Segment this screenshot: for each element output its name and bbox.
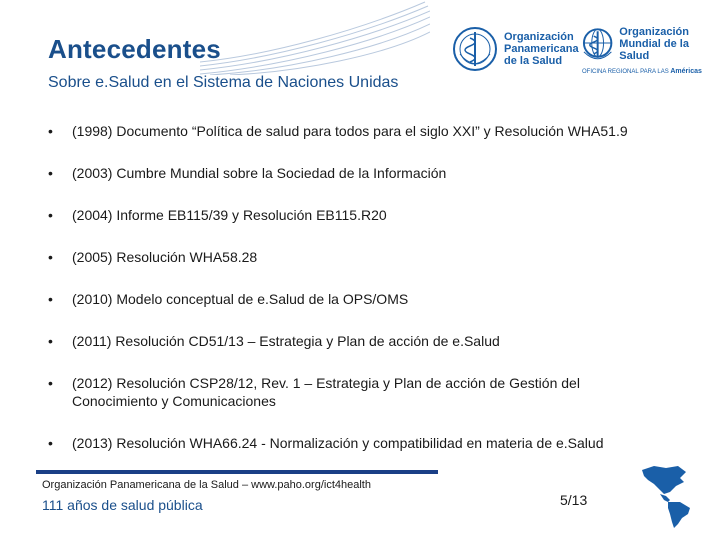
footer-organization: Organización Panamericana de la Salud – www.paho.org/ict4health <box>42 479 371 491</box>
bullet-item: • (2010) Modelo conceptual de e.Salud de la OPS/OMS <box>48 290 688 308</box>
bullet-item: • (2003) Cumbre Mundial sobre la Sociedad de la Información <box>48 164 688 182</box>
who-emblem-icon <box>580 26 615 64</box>
bullet-item: • (1998) Documento “Política de salud para todos para el siglo XXI” y Resolución WHA51.9 <box>48 122 688 140</box>
bullet-item: • (2011) Resolución CD51/13 – Estrategia y Plan de acción de e.Salud <box>48 332 688 350</box>
paho-emblem-icon <box>452 26 498 72</box>
who-logo <box>580 26 720 75</box>
paho-logo-line-1: Organización <box>504 31 574 43</box>
bullet-item: • (2012) Resolución CSP28/12, Rev. 1 – Estrategia y Plan de acción de Gestión del Conocimiento y Comunicaciones <box>48 374 688 410</box>
who-logo-line-2: Mundial de la Salud <box>619 38 689 62</box>
paho-logo <box>452 26 579 72</box>
who-logo-sub-prefix: OFICINA REGIONAL PARA LAS <box>582 69 669 75</box>
bullet-item: • (2013) Resolución WHA66.24 - Normalización y compatibilidad en materia de e.Salud <box>48 434 688 452</box>
page-subtitle: Sobre e.Salud en el Sistema de Naciones Unidas <box>48 74 399 91</box>
page-number: 5/13 <box>560 492 588 508</box>
americas-map-icon <box>640 464 702 530</box>
page-title: Antecedentes <box>48 34 221 64</box>
paho-logo-line-2: Panamericana <box>504 43 579 55</box>
who-logo-sub-region: Américas <box>670 68 702 75</box>
paho-logo-line-3: de la Salud <box>504 55 563 67</box>
bullet-list <box>48 118 688 452</box>
bullet-item: • (2005) Resolución WHA58.28 <box>48 248 688 266</box>
footer-tagline: 111 años de salud pública <box>42 497 203 513</box>
footer-divider <box>36 470 438 474</box>
who-logo-line-1: Organización <box>619 26 689 38</box>
bullet-item: • (2004) Informe EB115/39 y Resolución EB115.R20 <box>48 206 688 224</box>
who-logo-subtitle <box>582 68 702 75</box>
decorative-swoosh-lines <box>200 0 430 75</box>
